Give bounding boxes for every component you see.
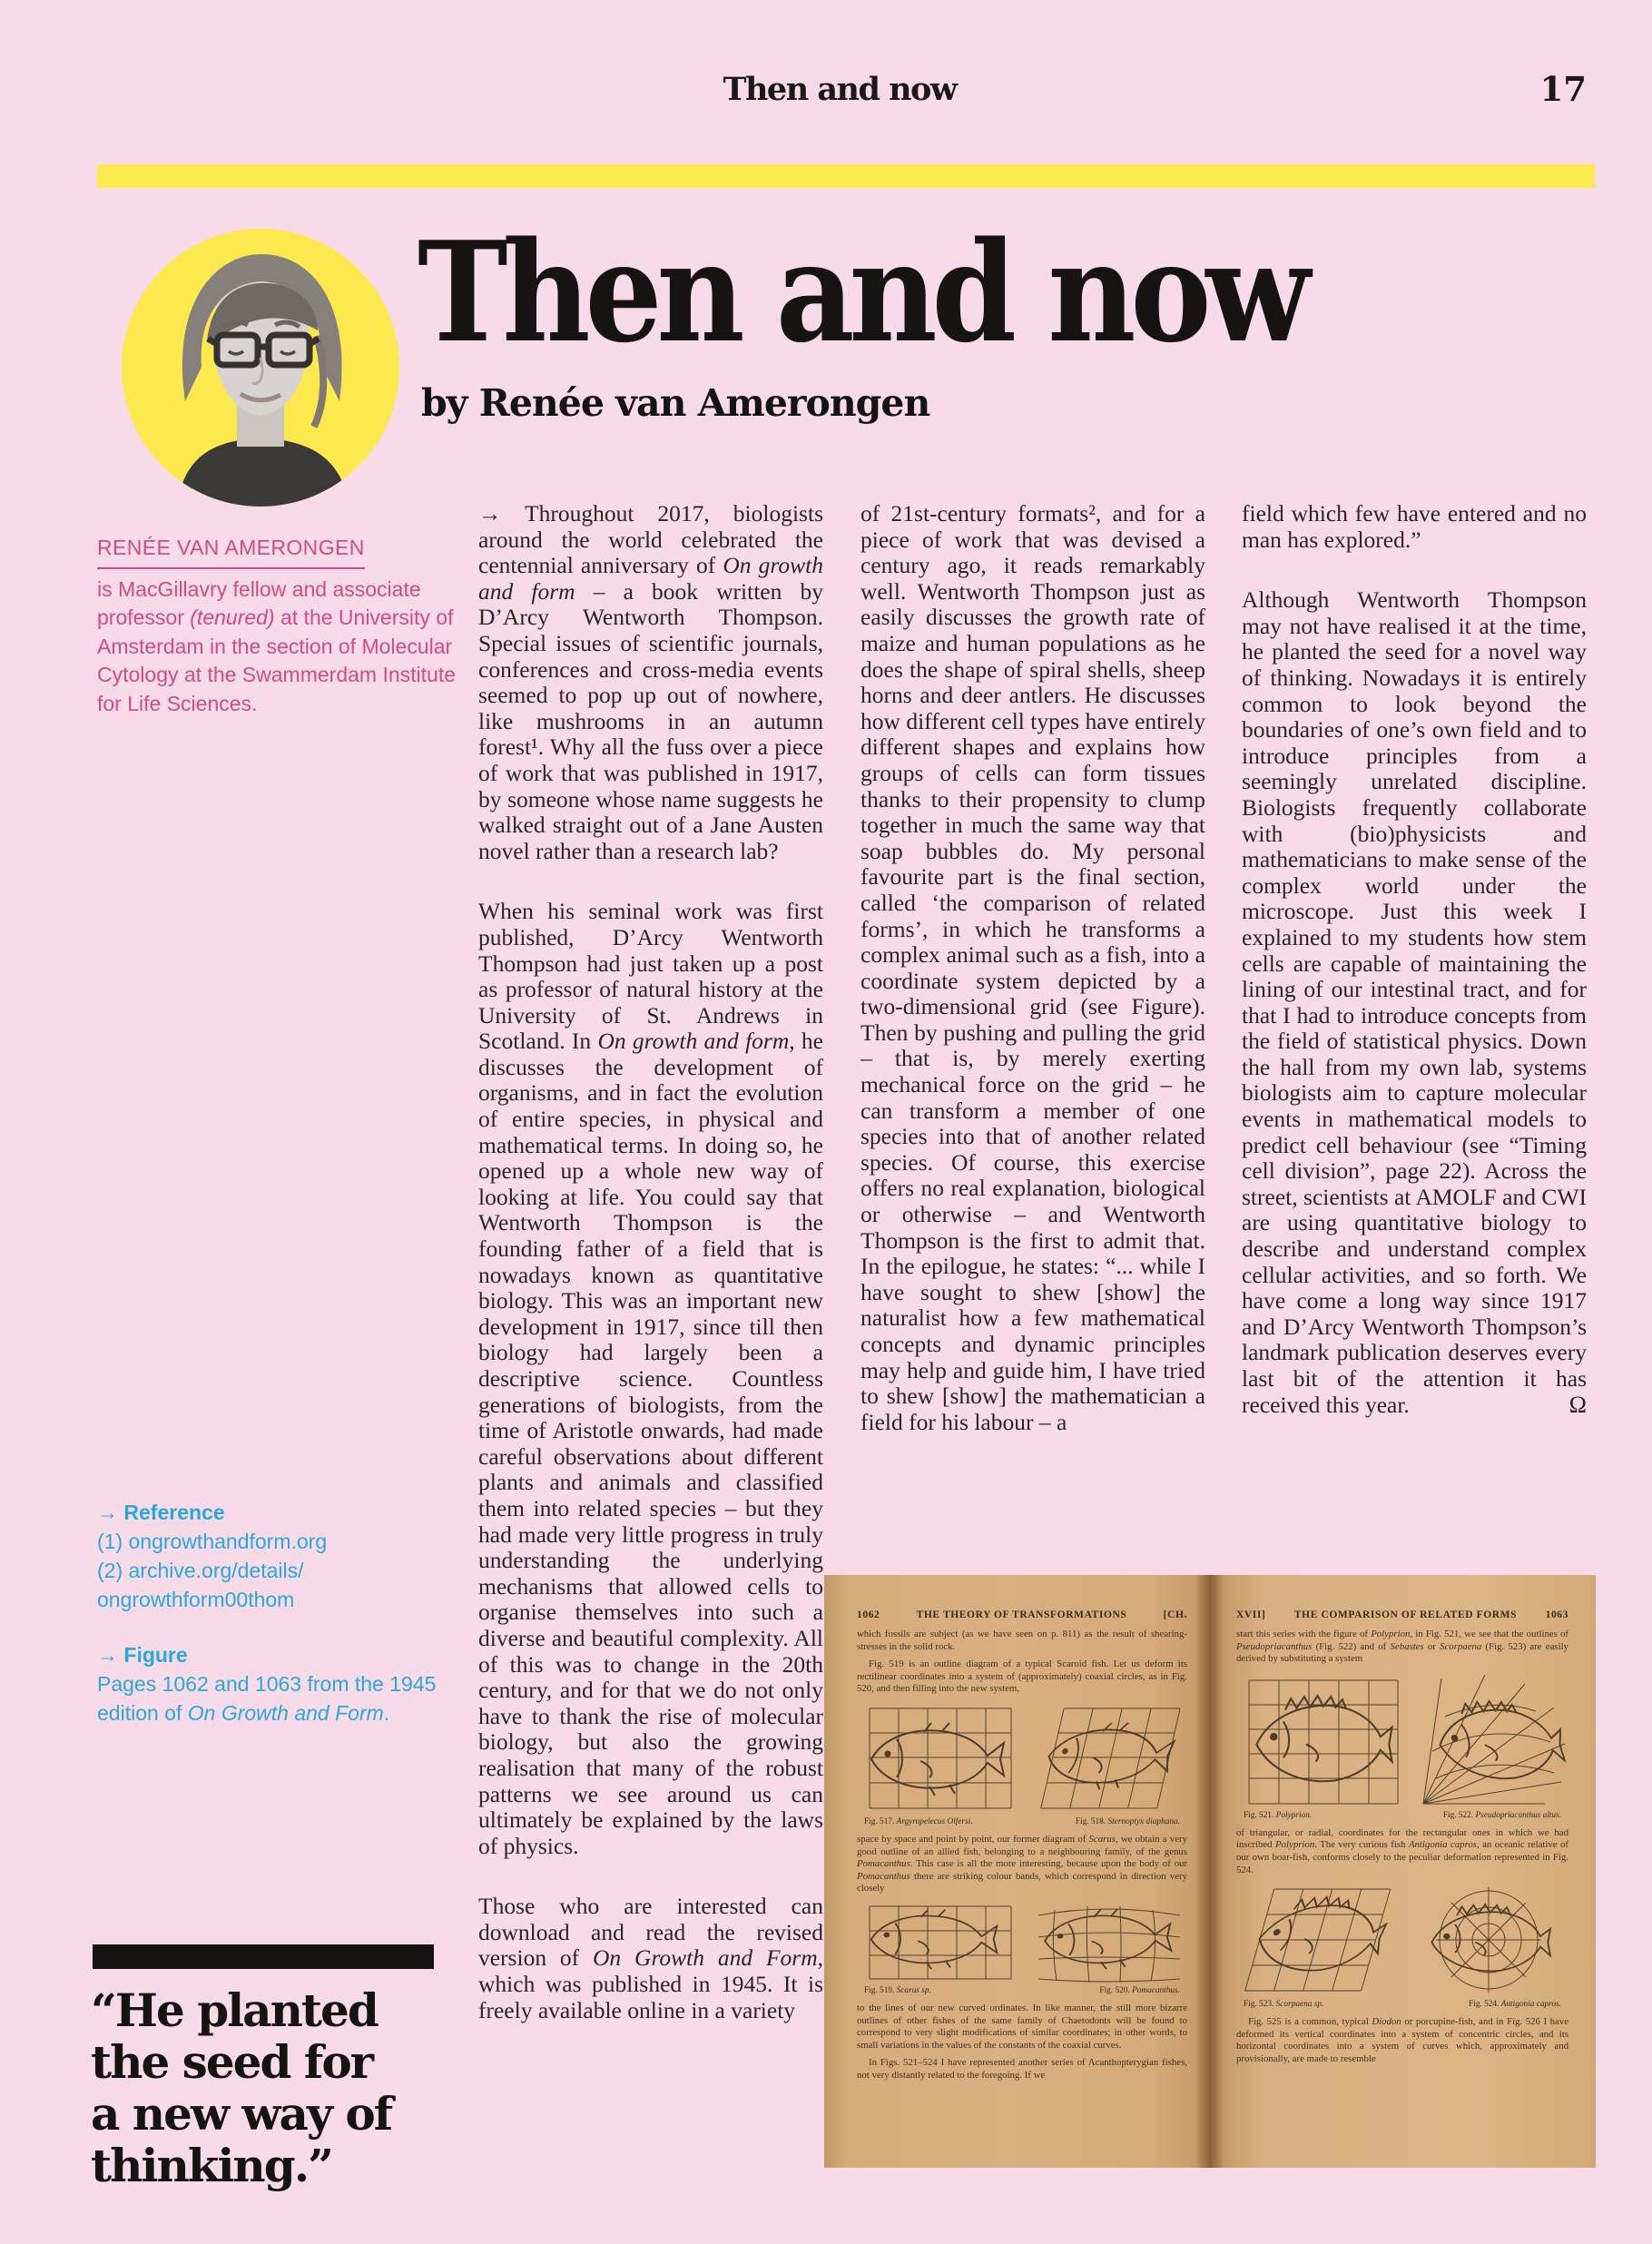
fish-diagram-row bbox=[1236, 1671, 1568, 1809]
figure-note: Pages 1062 and 1063 from the 1945 edition of On Growth and Form. bbox=[97, 1672, 437, 1725]
figure-heading: → Figure bbox=[97, 1643, 188, 1667]
portrait-illustration bbox=[122, 229, 399, 507]
author-portrait bbox=[122, 229, 399, 507]
running-head-title: Then and now bbox=[723, 71, 957, 108]
body-paragraph: Although Wentworth Thompson may not have realised it at the time, he planted the seed for a novel way of thinking. Nowadays it is entirely common to look beyond the boundaries of one’s own field and to introduce principles from a seemingly unrelated discipline. Biologists frequently collaborate with (bio)physicists and mathematicians to make sense of the complex world under the microscope. Just this week I explained to my students how stem cells are capable of maintaining the lining of our intestinal tract, and for that I had to introduce concepts from the field of statistical physics. Down the hall from my own lab, systems biologists aim to capture molecular events in mathematical models to predict cell behaviour (see “Timing cell division”, page 22). Across the street, scientists at AMOLF and CWI are using quantitative biology to describe and understand complex cellular activities, and so forth. We have come a long way since 1917 and D’Arcy Wentworth Thompson’s landmark publication deserves every last bit of the attention it has received this year. bbox=[1242, 586, 1587, 1418]
fig520-diagram bbox=[1028, 1901, 1187, 1984]
body-paragraph: Those who are interested can download and read the revised version of On Growth and Form, which was published in 1945. It is freely available online in a variety bbox=[478, 1893, 823, 2023]
figure-caption-row bbox=[1236, 1811, 1568, 1820]
figure-caption: Fig. 519. Scarus sp. bbox=[864, 1985, 931, 1995]
book-page-left bbox=[824, 1575, 1209, 2168]
reference-item: (1) ongrowthandform.org bbox=[97, 1530, 328, 1553]
book-paragraph: start this series with the figure of Polyprion, in Fig. 521, we see that the outlines of Pseudopriacanthus (Fig. 522) and of Sebastes or Scorpaena (Fig. 523) are easily derived by substituting a system bbox=[1236, 1629, 1569, 1665]
fish-diagram-row bbox=[857, 1701, 1187, 1816]
reference-item: (2) archive.org/details/ bbox=[97, 1559, 304, 1582]
book-paragraph: Fig. 525 is a common, typical Diodon or porcupine-fish, and in Fig. 526 I have deformed its vertical coordinates into a system of concentric circles, and its horizontal coordinates into a system of curves which, approximately and provisionally, are made to resemble bbox=[1236, 2016, 1568, 2064]
article-title: Then and now bbox=[418, 211, 1305, 373]
page-number: 17 bbox=[1539, 69, 1587, 109]
author-bio-block bbox=[97, 534, 462, 718]
yellow-divider-bar bbox=[97, 164, 1595, 188]
figure-caption: Fig. 518. Sternoptyx diaphana. bbox=[1075, 1816, 1180, 1826]
fig519-diagram bbox=[857, 1901, 1017, 1984]
author-name: RENÉE VAN AMERONGEN bbox=[97, 534, 365, 569]
end-mark-omega: Ω bbox=[1568, 1391, 1587, 1418]
fig517-diagram bbox=[857, 1701, 1017, 1816]
fig523-diagram bbox=[1236, 1882, 1400, 1998]
fig518-diagram bbox=[1028, 1701, 1187, 1816]
body-column-3 bbox=[1242, 501, 1587, 1418]
book-paragraph: of triangular, or radial, coordinates for the rectangular ones in which we had inscribed Polyprion. The very curious fish Antigonia capros, an oceanic relative of our own boar-fish, conforms closely to the peculiar deformation represented in Fig. 524. bbox=[1236, 1826, 1568, 1875]
figure-caption: Fig. 517. Argyropelecus Olfersi. bbox=[864, 1816, 973, 1826]
figure-caption: Fig. 522. Pseudopriacanthus altus. bbox=[1442, 1810, 1561, 1820]
book-header-chapter: XVII] bbox=[1236, 1609, 1266, 1620]
book-header-chapter: [CH. bbox=[1163, 1609, 1187, 1620]
figure-caption: Fig. 521. Polyprion. bbox=[1244, 1810, 1313, 1820]
pull-quote-line: a new way of bbox=[91, 2087, 392, 2141]
book-spread-figure bbox=[824, 1575, 1596, 2168]
body-paragraph: of 21st-century formats², and for a piece of work that was devised a century ago, it reads remarkably well. Wentworth Thompson just as easily discusses the growth rate of maize and human populations as he does the shape of spiral shells, sheep horns and deer antlers. He discusses how different cell types have entirely different shapes and explains how groups of cells can form tissues thanks to their propensity to clump together in much the same way that soap bubbles do. My personal favourite part is the final section, called ‘the comparison of related forms’, in which he transforms a complex animal such as a fish, into a coordinate system depicted by a two-dimensional grid (see Figure). Then by pushing and pulling the grid – that is, by merely exerting mechanical force on the grid – he can transform a member of one species into that of another related species. Of course, this exercise offers no real explanation, biological or otherwise – and Wentworth Thompson is the first to admit that. In the epilogue, he states: “... while I have sought to shew [show] the naturalist how a few mathematical concepts and dynamic principles may help and guide him, I have tried to shew [show] the mathematician a field for his labour – a bbox=[860, 500, 1205, 1435]
pull-quote-bar bbox=[93, 1944, 434, 1969]
book-header-left bbox=[857, 1609, 1187, 1620]
book-header-title: THE THEORY OF TRANSFORMATIONS bbox=[916, 1609, 1127, 1620]
book-paragraph: space by space and point by point, our former diagram of Scarus, we obtain a very good outline of an allied fish, belonging to a neighbouring family, of the genus Pomacanthus. This case is all the more interesting, because upon the body of our Pomacanthus there are striking colour bands, which correspond in direction very closely bbox=[857, 1833, 1187, 1895]
pull-quote bbox=[91, 1984, 490, 2191]
figure-caption: Fig. 523. Scorpaena sp. bbox=[1244, 2000, 1324, 2010]
pull-quote-line: “He planted bbox=[91, 1983, 378, 2037]
body-paragraph: field which few have entered and no man has explored.” bbox=[1242, 500, 1587, 553]
fig524-diagram bbox=[1409, 1882, 1568, 1998]
book-folio: 1062 bbox=[857, 1609, 880, 1620]
body-column-2 bbox=[860, 501, 1205, 1435]
figure-caption-row bbox=[857, 1817, 1187, 1826]
figure-caption-row bbox=[857, 1986, 1187, 1995]
body-column-1 bbox=[478, 501, 823, 2023]
book-header-right bbox=[1236, 1609, 1568, 1620]
book-header-title: THE COMPARISON OF RELATED FORMS bbox=[1293, 1609, 1518, 1620]
pull-quote-line: thinking.” bbox=[91, 2139, 332, 2192]
pull-quote-line: the seed for bbox=[91, 2035, 373, 2089]
reference-item: ongrowthform00thom bbox=[97, 1588, 295, 1611]
figure-caption: Fig. 524. Antigonia capros. bbox=[1469, 2000, 1561, 2010]
book-gutter-shadow bbox=[1195, 1575, 1224, 2168]
book-paragraph: In Figs. 521–524 I have represented another series of Acanthopterygian fishes, not very distantly related to the foregoing. If we bbox=[857, 2057, 1187, 2081]
book-paragraph: to the lines of our new curved ordinates. In like manner, the still more bizarre outlines of other fishes of the same family of Chaetodonts will be found to correspond to very slight modifications of similar coordinates; in other words, to small variations in the values of the constants of the coaxial curves. bbox=[857, 2002, 1187, 2051]
book-paragraph: which fossils are subject (as we have seen on p. 811) as the result of shearing-stresses in the solid rock. bbox=[857, 1629, 1187, 1652]
reference-heading: → Reference bbox=[97, 1501, 225, 1524]
fish-diagram-row bbox=[857, 1901, 1187, 1984]
book-page-right bbox=[1209, 1575, 1596, 2168]
body-paragraph: When his seminal work was first published, D’Arcy Wentworth Thompson had just taken up a post as professor of natural history at the University of St. Andrews in Scotland. In On growth and form, he discusses the development of organisms, and in fact the evolution of entire species, in physical and mathematical terms. In doing so, he opened up a whole new way of looking at life. You could say that Wentworth Thompson is the founding father of a field that is nowadays known as quantitative biology. This was an important new development in 1917, since till then biology had largely been a descriptive science. Countless generations of biologists, from the time of Aristotle onwards, had made careful observations about different plants and animals and classified them into related species – but they had made very little progress in truly understanding the underlying mechanisms that allowed cells to organise themselves into such a diverse and beautiful complexity. All of this was to change in the 20th century, and for that we do not only have to thank the rise of molecular biology, but also the growing realisation that many of the robust patterns we see around us can ultimately be explained by the laws of physics. bbox=[478, 898, 823, 1859]
author-bio-text: is MacGillavry fellow and associate professor (tenured) at the University of Amsterdam in the section of Molecular Cytology at the Swammerdam Institute for Life Sciences. bbox=[97, 576, 456, 715]
book-paragraph: Fig. 519 is an outline diagram of a typical Scaroid fish. Let us deform its rectilinear coordinates into a system of (approximately) coaxial circles, as in Fig. 520, and then filling into the new system, bbox=[857, 1658, 1187, 1695]
article-byline: by Renée van Amerongen bbox=[421, 381, 930, 425]
body-paragraph: → Throughout 2017, biologists around the world celebrated the centennial anniversary of On growth and form – a book written by D’Arcy Wentworth Thompson. Special issues of scientific journals, conferences and cross-media events seemed to pop up out of nowhere, like mushrooms in an autumn forest¹. Why all the fuss over a piece of work that was published in 1917, by someone whose name suggests he walked straight out of a Jane Austen novel rather than a research lab? bbox=[478, 500, 823, 864]
figure-caption: Fig. 520. Pomacanthus. bbox=[1099, 1985, 1180, 1995]
book-folio: 1063 bbox=[1545, 1609, 1568, 1620]
fish-diagram-row bbox=[1236, 1882, 1568, 1998]
reference-block bbox=[97, 1498, 460, 1727]
fig522-diagram bbox=[1409, 1671, 1568, 1809]
fig521-diagram bbox=[1236, 1671, 1400, 1809]
figure-caption-row bbox=[1236, 2000, 1568, 2009]
